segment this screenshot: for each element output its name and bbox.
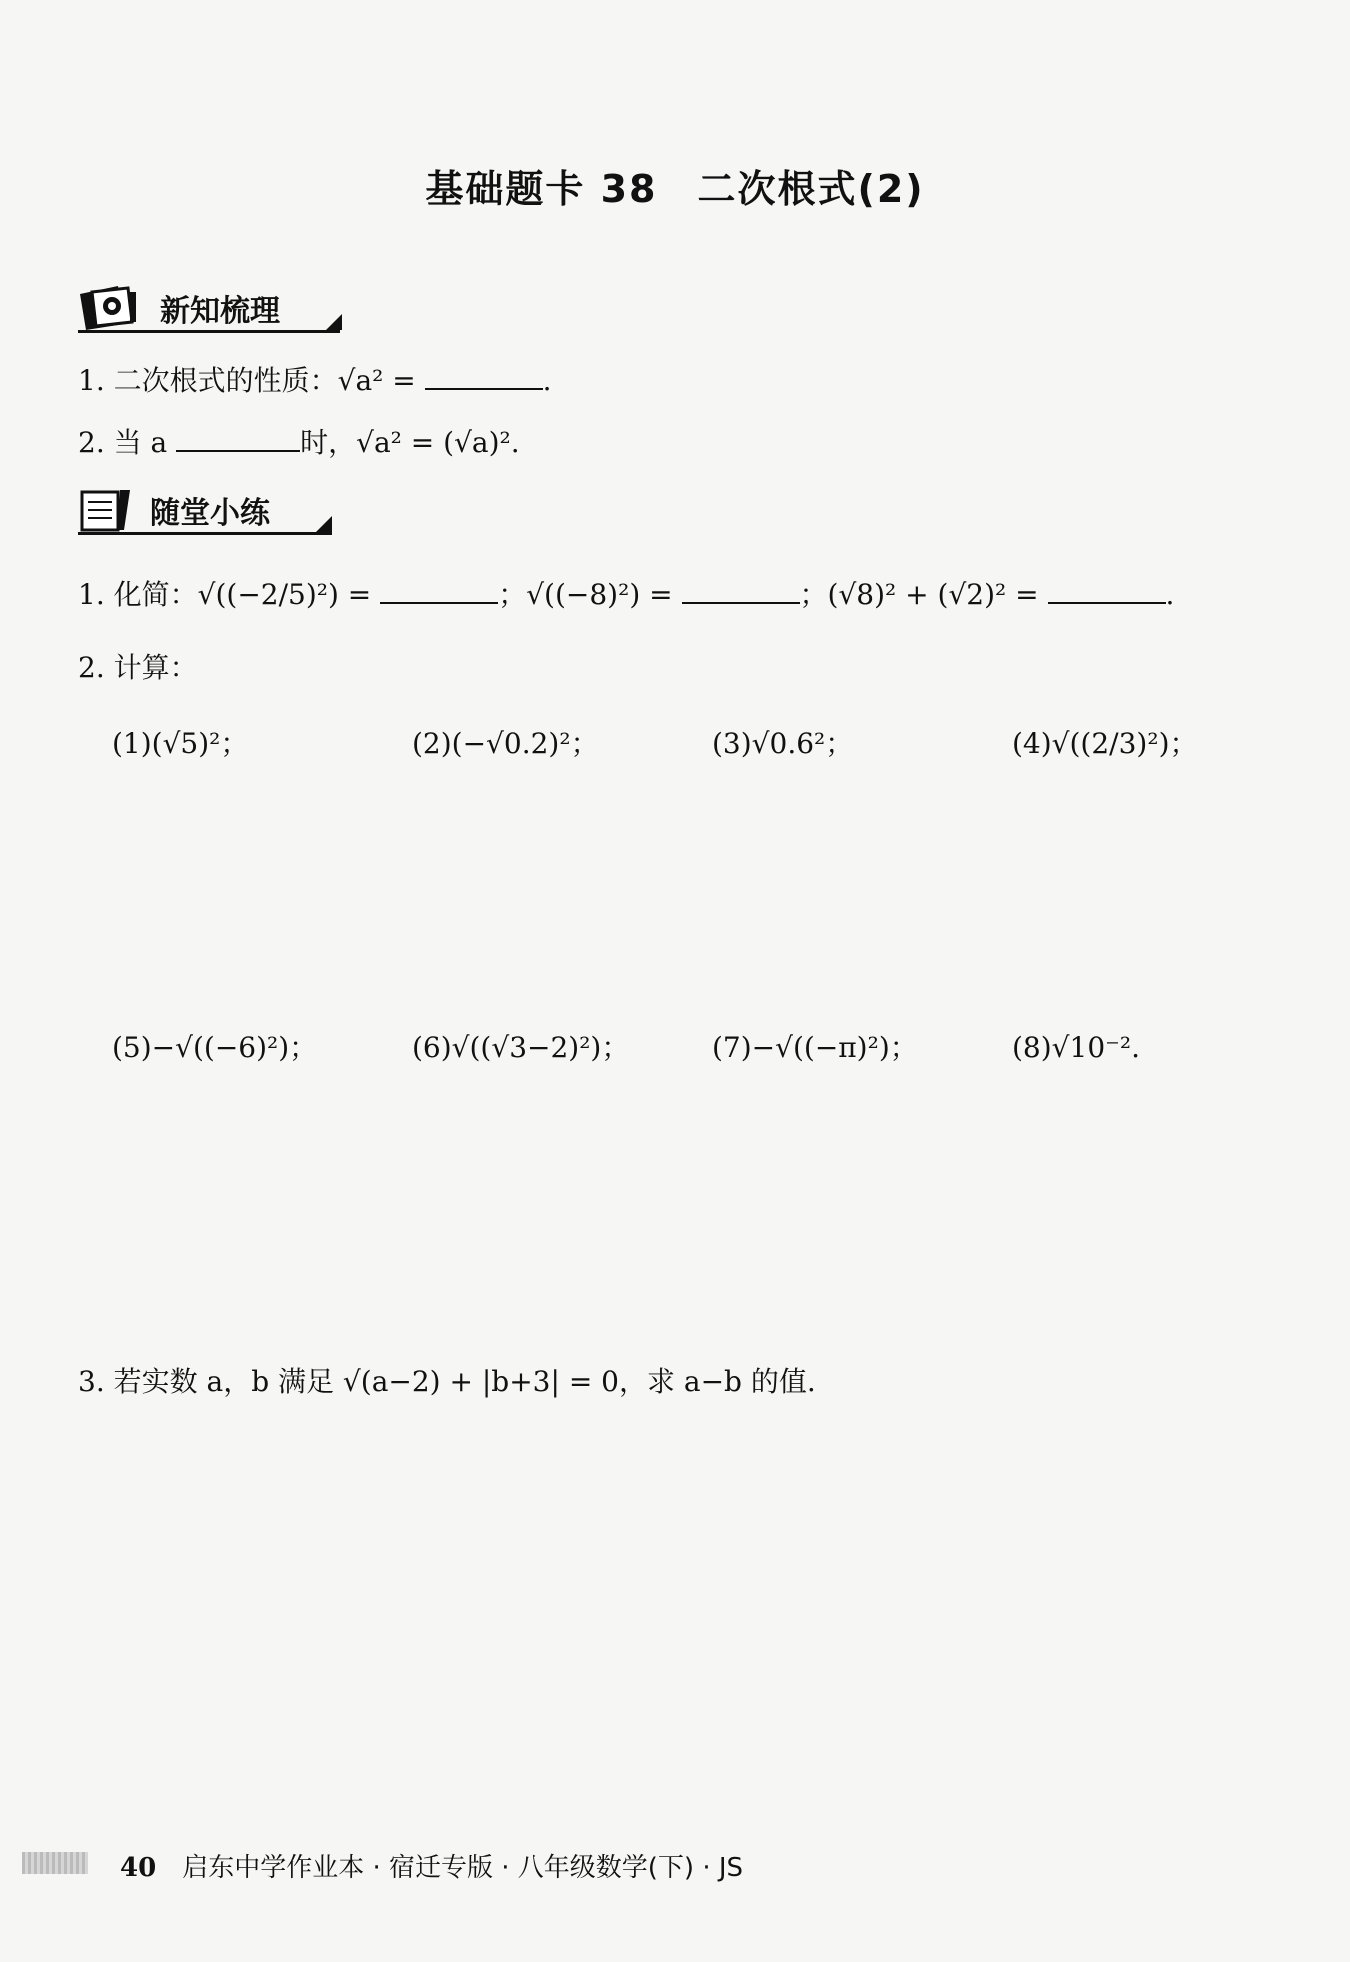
section-label: 新知梳理 — [160, 294, 280, 329]
answer-blank[interactable] — [176, 420, 300, 452]
math-expression: √a² = (√a)² — [356, 426, 511, 459]
section-label: 随堂小练 — [150, 496, 270, 531]
math-expression: (√8)² + (√2)² = — [827, 578, 1039, 611]
math-expression: √a² = — [337, 364, 416, 397]
section-header-new-knowledge — [78, 278, 378, 338]
calc-part-4: (4)√((2/3)²)； — [1012, 727, 1198, 760]
answer-blank[interactable] — [425, 358, 543, 390]
math-expression: √((−8)²) = — [526, 578, 673, 611]
section-underline — [78, 330, 340, 333]
page-number: 40 — [120, 1853, 157, 1883]
section-header-practice — [78, 480, 378, 540]
math-expression: √((−2/5)²) = — [197, 578, 372, 611]
calc-part-5: (5)−√((−6)²)； — [112, 1031, 318, 1064]
page-title: 基础题卡 38 二次根式(2) — [425, 167, 925, 211]
calc-part-3: (3)√0.6²； — [712, 727, 854, 760]
answer-blank[interactable] — [380, 572, 498, 604]
footer-text: 启东中学作业本 · 宿迁专版 · 八年级数学(下) · JS — [182, 1853, 744, 1883]
calc-part-1: (1)(√5)²； — [112, 727, 249, 760]
corner-triangle-icon — [326, 314, 342, 330]
notebook-pencil-icon — [78, 486, 142, 534]
calc-part-2: (2)(−√0.2)²； — [412, 727, 599, 760]
calc-part-6: (6)√((√3−2)²)； — [412, 1031, 630, 1064]
calc-part-8: (8)√10⁻². — [1012, 1031, 1141, 1064]
practice-question-2: 2. 计算： — [78, 651, 198, 684]
footer-grey-bar — [22, 1852, 88, 1874]
answer-blank[interactable] — [1048, 572, 1166, 604]
calc-part-7: (7)−√((−π)²)； — [712, 1031, 918, 1064]
corner-triangle-icon — [316, 516, 332, 532]
section-underline — [78, 532, 332, 535]
page-footer — [120, 1847, 743, 1884]
notebook-camera-icon — [78, 284, 142, 332]
practice-question-3: 3. 若实数 a，b 满足 √(a−2) + |b+3| = 0，求 a−b 的值. — [78, 1365, 816, 1398]
knowledge-item-2: 2. 当 a 时，√a² = (√a)². — [78, 420, 520, 463]
practice-question-1: 1. 化简：√((−2/5)²) = ；√((−8)²) = ；(√8)² + (√2)² = . — [78, 572, 1174, 615]
answer-blank[interactable] — [682, 572, 800, 604]
knowledge-item-1: 1. 二次根式的性质：√a² = . — [78, 358, 552, 401]
